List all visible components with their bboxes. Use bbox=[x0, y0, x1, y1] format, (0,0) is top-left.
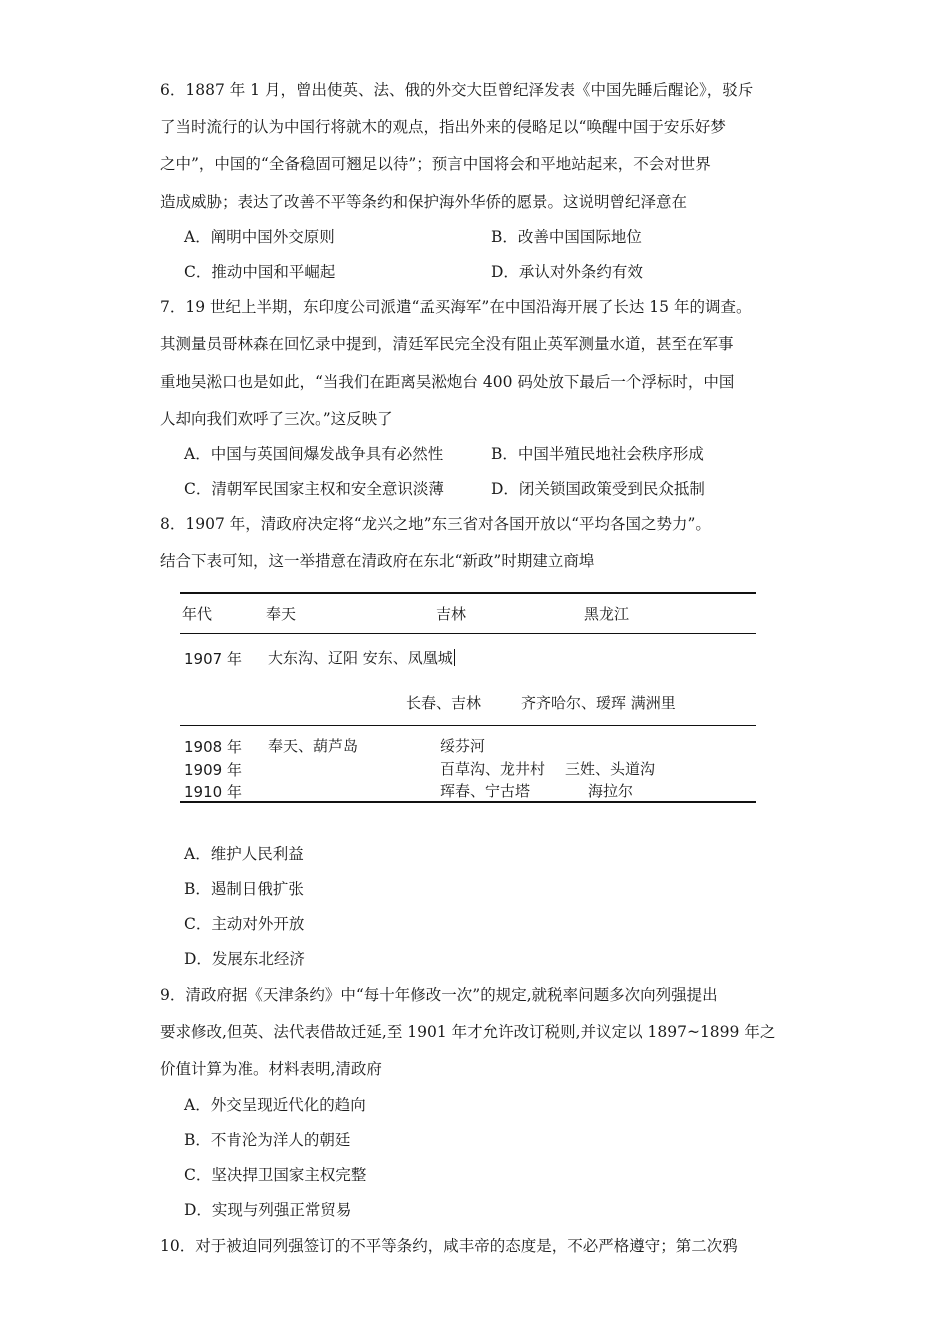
q9-stem-line: 价值计算为准。材料表明,清政府 bbox=[160, 1060, 382, 1078]
q6-option-b[interactable]: B．改善中国国际地位 bbox=[491, 228, 642, 246]
q7-stem-line: 重地吴淞口也是如此，“当我们在距离吴淞炮台 400 码处放下最后一个浮标时，中国 bbox=[160, 373, 735, 391]
q8-option-a[interactable]: A．维护人民利益 bbox=[184, 845, 304, 863]
text-cursor bbox=[454, 649, 455, 666]
heilongjiang-1909: 三姓、头道沟 bbox=[565, 760, 656, 778]
fengtian-1908: 奉天、葫芦岛 bbox=[268, 737, 359, 755]
q6-option-a[interactable]: A．阐明中国外交原则 bbox=[184, 228, 335, 246]
table-middle-rule bbox=[180, 725, 756, 726]
year-1907: 1907 年 bbox=[184, 650, 242, 668]
jilin-1907: 长春、吉林 bbox=[406, 694, 482, 712]
header-jilin: 吉林 bbox=[436, 605, 467, 623]
q8-stem-line: 8．1907 年，清政府决定将“龙兴之地”东三省对各国开放以“平均各国之势力”。 bbox=[160, 515, 711, 533]
table-header-rule bbox=[180, 633, 756, 634]
q8-stem-line: 结合下表可知，这一举措意在清政府在东北“新政”时期建立商埠 bbox=[160, 552, 595, 570]
table-bottom-rule bbox=[180, 801, 756, 803]
year-1909: 1909 年 bbox=[184, 761, 242, 779]
q6-stem-line: 了当时流行的认为中国行将就木的观点，指出外来的侵略足以“唤醒中国于安乐好梦 bbox=[160, 118, 726, 136]
q8-option-b[interactable]: B．遏制日俄扩张 bbox=[184, 880, 304, 898]
year-1908: 1908 年 bbox=[184, 738, 242, 756]
q7-option-d[interactable]: D．闭关锁国政策受到民众抵制 bbox=[491, 480, 705, 498]
q9-option-b[interactable]: B．不肯沦为洋人的朝廷 bbox=[184, 1131, 351, 1149]
heilongjiang-1910: 海拉尔 bbox=[588, 782, 634, 800]
q9-option-c[interactable]: C．坚决捍卫国家主权完整 bbox=[184, 1166, 367, 1184]
year-1910: 1910 年 bbox=[184, 783, 242, 801]
q6-stem-line: 6．1887 年 1 月，曾出使英、法、俄的外交大臣曾纪泽发表《中国先睡后醒论》，驳斥 bbox=[160, 81, 754, 99]
q7-option-c[interactable]: C．清朝军民国家主权和安全意识淡薄 bbox=[184, 480, 444, 498]
q6-option-c[interactable]: C．推动中国和平崛起 bbox=[184, 263, 336, 281]
header-year: 年代 bbox=[182, 605, 213, 623]
q9-option-a[interactable]: A．外交呈现近代化的趋向 bbox=[184, 1096, 366, 1114]
header-fengtian: 奉天 bbox=[266, 605, 297, 623]
jilin-1908: 绥芬河 bbox=[440, 737, 486, 755]
q7-stem-line: 人却向我们欢呼了三次。”这反映了 bbox=[160, 410, 393, 428]
q6-stem-line: 造成威胁；表达了改善不平等条约和保护海外华侨的愿景。这说明曾纪泽意在 bbox=[160, 193, 688, 211]
q6-stem-line: 之中”，中国的“全备稳固可翘足以待”；预言中国将会和平地站起来，不会对世界 bbox=[160, 155, 711, 173]
jilin-1910: 珲春、宁古塔 bbox=[440, 782, 531, 800]
q7-option-a[interactable]: A．中国与英国间爆发战争具有必然性 bbox=[184, 445, 444, 463]
q8-option-c[interactable]: C．主动对外开放 bbox=[184, 915, 305, 933]
q9-stem-line: 要求修改,但英、法代表借故迁延,至 1901 年才允许改订税则,并议定以 1897~1899 年之 bbox=[160, 1023, 776, 1041]
q9-stem-line: 9．清政府据《天津条约》中“每十年修改一次”的规定,就税率问题多次向列强提出 bbox=[160, 986, 718, 1004]
q7-option-b[interactable]: B．中国半殖民地社会秩序形成 bbox=[491, 445, 704, 463]
q7-stem-line: 7．19 世纪上半期，东印度公司派遣“孟买海军”在中国沿海开展了长达 15 年的调查。 bbox=[160, 298, 752, 316]
heilongjiang-1907: 齐齐哈尔、瑷珲 满洲里 bbox=[521, 694, 676, 712]
q6-option-d[interactable]: D．承认对外条约有效 bbox=[491, 263, 643, 281]
q10-stem-line: 10．对于被迫同列强签订的不平等条约，咸丰帝的态度是，不必严格遵守；第二次鸦 bbox=[160, 1237, 738, 1255]
trade-port-table bbox=[180, 592, 756, 804]
q8-option-d[interactable]: D．发展东北经济 bbox=[184, 950, 305, 968]
jilin-1909: 百草沟、龙井村 bbox=[440, 760, 546, 778]
table-top-rule bbox=[180, 592, 756, 594]
q7-stem-line: 其测量员哥林森在回忆录中提到，清廷军民完全没有阻止英军测量水道，甚至在军事 bbox=[160, 335, 734, 353]
fengtian-1907: 大东沟、辽阳 安东、凤凰城 bbox=[268, 649, 453, 667]
header-heilongjiang: 黑龙江 bbox=[584, 605, 630, 623]
q9-option-d[interactable]: D．实现与列强正常贸易 bbox=[184, 1201, 352, 1219]
